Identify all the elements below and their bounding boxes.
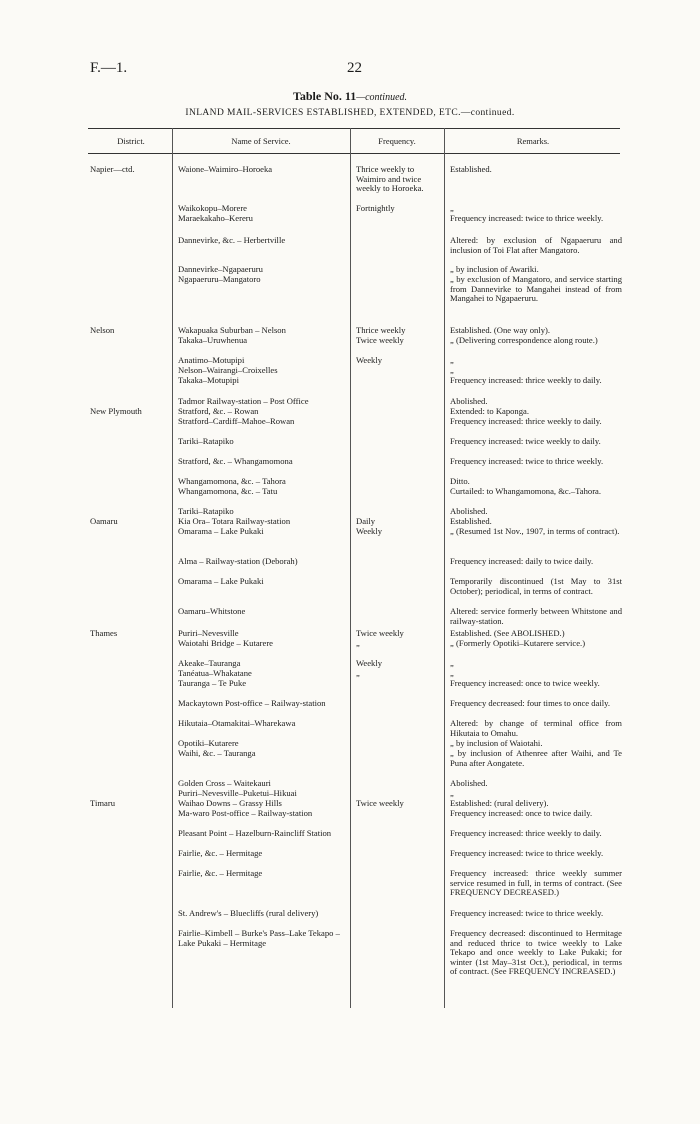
- service-cell: Maraekakaho–Kereru: [178, 213, 253, 223]
- remarks-cell: Established.: [450, 516, 492, 526]
- district-cell: Thames: [90, 628, 118, 638]
- column-header-district: District.: [117, 136, 145, 146]
- frequency-cell: „: [356, 638, 360, 648]
- service-cell: Dannevirke, &c. – Herbertville: [178, 235, 286, 245]
- service-cell: Stratford–Cardiff–Mahoe–Rowan: [178, 416, 295, 426]
- table-subtitle: INLAND MAIL-SERVICES ESTABLISHED, EXTENDED, ETC.—continued.: [185, 108, 515, 118]
- remarks-cell: Extended: to Kaponga.: [450, 406, 529, 416]
- service-cell: Waione–Waimiro–Horoeka: [178, 164, 273, 174]
- remarks-cell: Established. (One way only).: [450, 325, 550, 335]
- service-cell: Tauranga – Te Puke: [178, 678, 247, 688]
- frequency-cell: „: [356, 668, 360, 678]
- remarks-cell: Ditto.: [450, 476, 470, 486]
- district-cell: Oamaru: [90, 516, 118, 526]
- frequency-cell: Twice weekly: [356, 798, 404, 808]
- service-cell: Tadmor Railway-station – Post Office: [178, 396, 309, 406]
- remarks-cell: Frequency decreased: four times to once daily.: [450, 698, 611, 708]
- remarks-cell: Frequency increased: once to twice weekly.: [450, 678, 600, 688]
- service-cell: Waiotahi Bridge – Kutarere: [178, 638, 273, 648]
- remarks-cell: „ by inclusion of Awariki.: [450, 264, 539, 274]
- service-cell: Whangamomona, &c. – Tatu: [178, 486, 278, 496]
- frequency-cell: Thrice weekly: [356, 325, 406, 335]
- remarks-cell: Frequency increased: thrice weekly to daily.: [450, 375, 602, 385]
- remarks-cell: Established.: [450, 164, 492, 174]
- frequency-cell: Twice weekly: [356, 335, 404, 345]
- service-cell: Stratford, &c. – Whangamomona: [178, 456, 293, 466]
- district-cell: Nelson: [90, 325, 115, 335]
- remarks-cell: Temporarily discontinued (1st May to 31st October); periodical, in terms of contract.: [450, 576, 622, 596]
- remarks-cell: „: [450, 203, 454, 213]
- column-header-frequency: Frequency.: [378, 136, 416, 146]
- remarks-cell: „ (Delivering correspondence along route.): [450, 335, 598, 345]
- service-cell: Wakapuaka Suburban – Nelson: [178, 325, 286, 335]
- service-cell: Tanéatua–Whakatane: [178, 668, 252, 678]
- service-cell: Ma-waro Post-office – Railway-station: [178, 808, 313, 818]
- remarks-cell: Abolished.: [450, 396, 488, 406]
- remarks-cell: Established. (See ABOLISHED.): [450, 628, 565, 638]
- table-header-rule: [88, 153, 620, 154]
- service-cell: Waikokopu–Morere: [178, 203, 247, 213]
- remarks-cell: „ by exclusion of Mangatoro, and service starting from Dannevirke to Mangahei instead of from Mangahei to Ngapaeruru.: [450, 274, 622, 304]
- district-cell: Timaru: [90, 798, 115, 808]
- column-divider-1: [172, 128, 173, 1008]
- frequency-cell: Thrice weekly to Waimiro and twice weekly to Horoeka.: [356, 164, 424, 194]
- service-cell: Ngapaeruru–Mangatoro: [178, 274, 261, 284]
- remarks-cell: Altered: service formerly between Whitstone and railway-station.: [450, 606, 622, 626]
- service-cell: Anatimo–Motupipi: [178, 355, 245, 365]
- table-title-main: Table No. 11: [292, 89, 357, 103]
- remarks-cell: „ by inclusion of Athenree after Waihi, and Te Puna after Aongatete.: [450, 748, 622, 768]
- frequency-cell: Weekly: [356, 658, 383, 668]
- service-cell: Alma – Railway-station (Deborah): [178, 556, 298, 566]
- service-cell: Omarama – Lake Pukaki: [178, 526, 264, 536]
- remarks-cell: „: [450, 355, 454, 365]
- remarks-cell: Frequency increased: twice to thrice weekly.: [450, 456, 604, 466]
- service-cell: Takaka–Uruwhenua: [178, 335, 248, 345]
- service-cell: St. Andrew's – Bluecliffs (rural delivery): [178, 908, 319, 918]
- remarks-cell: „: [450, 668, 454, 678]
- service-cell: Golden Cross – Waitekauri: [178, 778, 271, 788]
- service-cell: Fairlie–Kimbell – Burke's Pass–Lake Tekapo – Lake Pukaki – Hermitage: [178, 928, 340, 948]
- table-title: [0, 89, 700, 104]
- page-number: 22: [347, 60, 362, 76]
- service-cell: Omarama – Lake Pukaki: [178, 576, 264, 586]
- remarks-cell: Curtailed: to Whangamomona, &c.–Tahora.: [450, 486, 602, 496]
- remarks-cell: Frequency increased: thrice weekly to daily.: [450, 828, 602, 838]
- remarks-cell: Frequency decreased: discontinued to Hermitage and reduced thrice to twice weekly to Lake Tekapo and once weekly to Lake Pukaki; for winter (1st May–31st Oct.), periodical, in terms of contract. (See FREQUENCY INCREASED.): [450, 928, 622, 977]
- service-cell: Dannevirke–Ngapaeruru: [178, 264, 263, 274]
- service-cell: Fairlie, &c. – Hermitage: [178, 848, 263, 858]
- service-cell: Mackaytown Post-office – Railway-station: [178, 698, 326, 708]
- district-cell: Napier—ctd.: [90, 164, 135, 174]
- remarks-cell: Abolished.: [450, 778, 488, 788]
- column-divider-3: [444, 128, 445, 1008]
- remarks-cell: Abolished.: [450, 506, 488, 516]
- service-cell: Kia Ora– Totara Railway-station: [178, 516, 291, 526]
- remarks-cell: Altered: by exclusion of Ngapaeruru and inclusion of Toi Flat after Mangatoro.: [450, 235, 622, 255]
- service-cell: Whangamomona, &c. – Tahora: [178, 476, 286, 486]
- remarks-cell: Frequency increased: twice to thrice weekly.: [450, 848, 604, 858]
- frequency-cell: Fortnightly: [356, 203, 395, 213]
- table-title-suffix: —continued.: [356, 92, 408, 103]
- column-header-service: Name of Service.: [231, 136, 291, 146]
- service-cell: Waihao Downs – Grassy Hills: [178, 798, 282, 808]
- service-cell: Tariki–Ratapiko: [178, 506, 234, 516]
- remarks-cell: „ (Formerly Opotiki–Kutarere service.): [450, 638, 586, 648]
- service-cell: Hikutaia–Otamakitai–Wharekawa: [178, 718, 296, 728]
- remarks-cell: Frequency increased: thrice weekly summer service resumed in full, in terms of contract. (See FREQUENCY DECREASED.): [450, 868, 622, 898]
- frequency-cell: Weekly: [356, 526, 383, 536]
- remarks-cell: Frequency increased: daily to twice daily.: [450, 556, 594, 566]
- remarks-cell: Altered: by change of terminal office from Hikutaia to Omahu.: [450, 718, 622, 738]
- column-divider-2: [350, 128, 351, 1008]
- table-top-rule: [88, 128, 620, 129]
- remarks-cell: „ (Resumed 1st Nov., 1907, in terms of contract).: [450, 526, 620, 536]
- service-cell: Puriri–Nevesville: [178, 628, 239, 638]
- service-cell: Stratford, &c. – Rowan: [178, 406, 259, 416]
- frequency-cell: Twice weekly: [356, 628, 404, 638]
- service-cell: Opotiki–Kutarere: [178, 738, 239, 748]
- service-cell: Nelson–Wairangi–Croixelles: [178, 365, 278, 375]
- remarks-cell: Frequency increased: twice weekly to daily.: [450, 436, 601, 446]
- remarks-cell: „ by inclusion of Waiotahi.: [450, 738, 543, 748]
- column-header-remarks: Remarks.: [516, 136, 550, 146]
- service-cell: Akeake–Tauranga: [178, 658, 241, 668]
- remarks-cell: Frequency increased: twice to thrice weekly.: [450, 213, 604, 223]
- service-cell: Takaka–Motupipi: [178, 375, 239, 385]
- remarks-cell: „: [450, 658, 454, 668]
- remarks-cell: Frequency increased: twice to thrice weekly.: [450, 908, 604, 918]
- service-cell: Puriri–Nevesville–Puketui–Hikuai: [178, 788, 297, 798]
- service-cell: Fairlie, &c. – Hermitage: [178, 868, 263, 878]
- remarks-cell: „: [450, 365, 454, 375]
- service-cell: Pleasant Point – Hazelburn-Raincliff Station: [178, 828, 332, 838]
- remarks-cell: Frequency increased: once to twice daily.: [450, 808, 593, 818]
- service-cell: Oamaru–Whitstone: [178, 606, 246, 616]
- remarks-cell: „: [450, 788, 454, 798]
- header-document-code: F.—1.: [90, 60, 128, 76]
- frequency-cell: Daily: [356, 516, 376, 526]
- district-cell: New Plymouth: [90, 406, 142, 416]
- service-cell: Tariki–Ratapiko: [178, 436, 234, 446]
- remarks-cell: Established: (rural delivery).: [450, 798, 549, 808]
- remarks-cell: Frequency increased: thrice weekly to daily.: [450, 416, 602, 426]
- service-cell: Waihi, &c. – Tauranga: [178, 748, 256, 758]
- frequency-cell: Weekly: [356, 355, 383, 365]
